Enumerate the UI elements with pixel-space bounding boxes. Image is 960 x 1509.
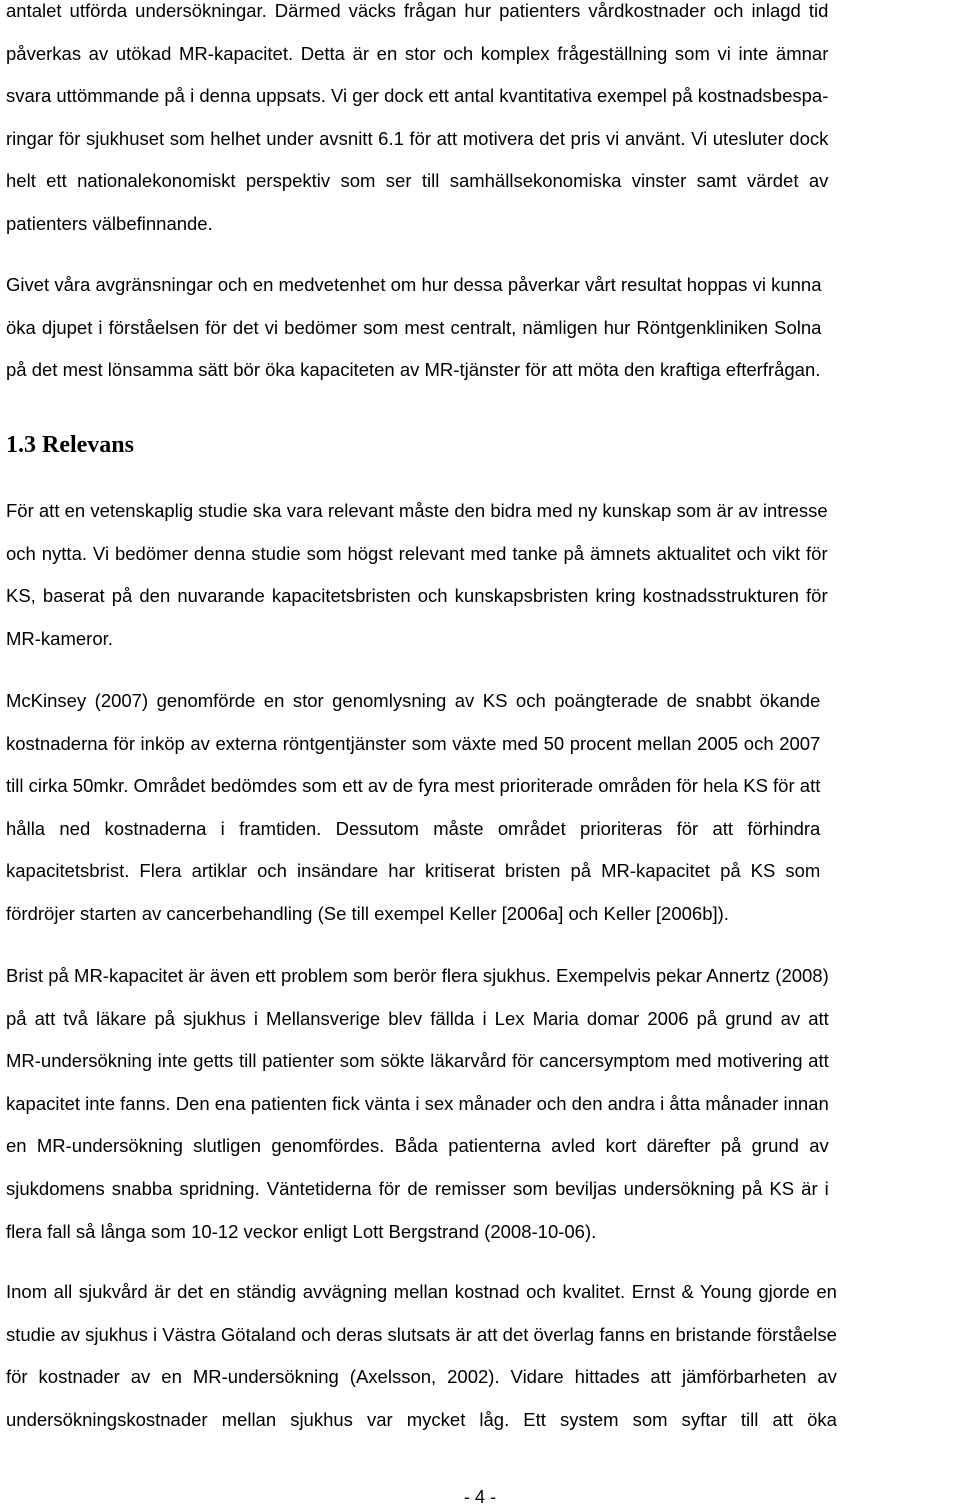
page-number: - 4 -	[463, 1487, 496, 1507]
paragraph-delimitations-summary	[6, 264, 821, 392]
paragraph-cost-quality	[6, 1271, 837, 1441]
paragraph-delimitations-intro	[6, 0, 828, 246]
text-line: McKinsey (2007) genomförde en stor genomlysning av KS och poängterade de snabbt ökande	[6, 690, 821, 711]
text-line: undersökningskostnader mellan sjukhus var mycket låg. Ett system som syftar till att öka	[6, 1408, 837, 1430]
text-line: sjukdomens snabba spridning. Väntetiderna för de remisser som beviljas undersökning på KS är i	[6, 1177, 829, 1199]
text-line: fördröjer starten av cancerbehandling (Se till exempel Keller [2006a] och Keller [2006b]).	[6, 902, 729, 924]
text-line: Brist på MR-kapacitet är även ett problem som berör flera sjukhus. Exempelvis pekar Annertz (2008)	[6, 965, 829, 986]
text-line: hålla ned kostnaderna i framtiden. Dessutom måste området prioriteras för att förhindra	[6, 817, 821, 839]
paragraph-mckinsey	[6, 680, 820, 936]
text-line: och nytta. Vi bedömer denna studie som högst relevant med tanke på ämnets aktualitet och vikt för	[6, 542, 828, 564]
text-line: KS, baserat på den nuvarande kapacitetsbristen och kunskapsbristen kring kostnadsstrukturen för	[6, 585, 828, 607]
text-line: öka djupet i förståelsen för det vi bedömer som mest centralt, nämligen hur Röntgenkliniken Solna	[6, 316, 822, 338]
text-line: patienters välbefinnande.	[6, 212, 213, 234]
text-line: till cirka 50mkr. Området bedömdes som ett av de fyra mest prioriterade områden för hela KS för att	[6, 775, 821, 797]
text-line: en MR-undersökning slutligen genomfördes. Båda patienterna avled kort därefter på grund av	[6, 1135, 829, 1157]
text-line: flera fall så långa som 10-12 veckor enligt Lott Bergstrand (2008-10-06).	[6, 1220, 597, 1242]
text-line: För att en vetenskaplig studie ska vara relevant måste den bidra med ny kunskap som är av intresse	[6, 500, 828, 521]
text-line: MR-undersökning inte getts till patienter som sökte läkarvård för cancersymptom med motivering att	[6, 1050, 829, 1072]
text-line: MR-kameror.	[6, 627, 113, 649]
text-line: påverkas av utökad MR-kapacitet. Detta är en stor och komplex frågeställning som vi inte ämnar	[6, 42, 829, 64]
text-line: kostnaderna för inköp av externa röntgentjänster som växte med 50 procent mellan 2005 och 2007	[6, 732, 821, 754]
text-line: antalet utförda undersökningar. Därmed väcks frågan hur patienters vårdkostnader och inlagd tid	[6, 0, 829, 21]
text-line: Inom all sjukvård är det en ständig avvägning mellan kostnad och kvalitet. Ernst & Young gjorde en	[6, 1281, 837, 1302]
text-line: ringar för sjukhuset som helhet under avsnitt 6.1 för att motivera det pris vi använt. Vi utesluter dock	[6, 127, 829, 149]
text-line: studie av sjukhus i Västra Götaland och deras slutsats är att det överlag fanns en bristande förståelse	[6, 1323, 837, 1345]
text-line: för kostnader av en MR-undersökning (Axelsson, 2002). Vidare hittades att jämförbarheten av	[6, 1366, 837, 1388]
text-line: Givet våra avgränsningar och en medvetenhet om hur dessa påverkar vårt resultat hoppas vi kunna	[6, 274, 822, 295]
text-line: helt ett nationalekonomiskt perspektiv som ser till samhällsekonomiska vinster samt värdet av	[6, 170, 829, 192]
text-line: kapacitet inte fanns. Den ena patienten fick vänta i sex månader och den andra i åtta månader innan	[6, 1092, 829, 1114]
text-line: svara uttömmande på i denna uppsats. Vi ger dock ett antal kvantitativa exempel på kostnadsbespa-	[6, 85, 829, 107]
text-line: kapacitetsbrist. Flera artiklar och insändare har kritiserat bristen på MR-kapacitet på KS som	[6, 860, 821, 882]
paragraph-relevance	[6, 490, 828, 660]
section-heading: 1.3 Relevans	[6, 432, 134, 458]
text-line: på att två läkare på sjukhus i Mellansverige blev fällda i Lex Maria domar 2006 på grund av att	[6, 1007, 829, 1029]
text-line: på det mest lönsamma sätt bör öka kapaciteten av MR-tjänster för att möta den kraftiga efterfrågan.	[6, 359, 821, 381]
paragraph-capacity-shortage	[6, 955, 829, 1253]
